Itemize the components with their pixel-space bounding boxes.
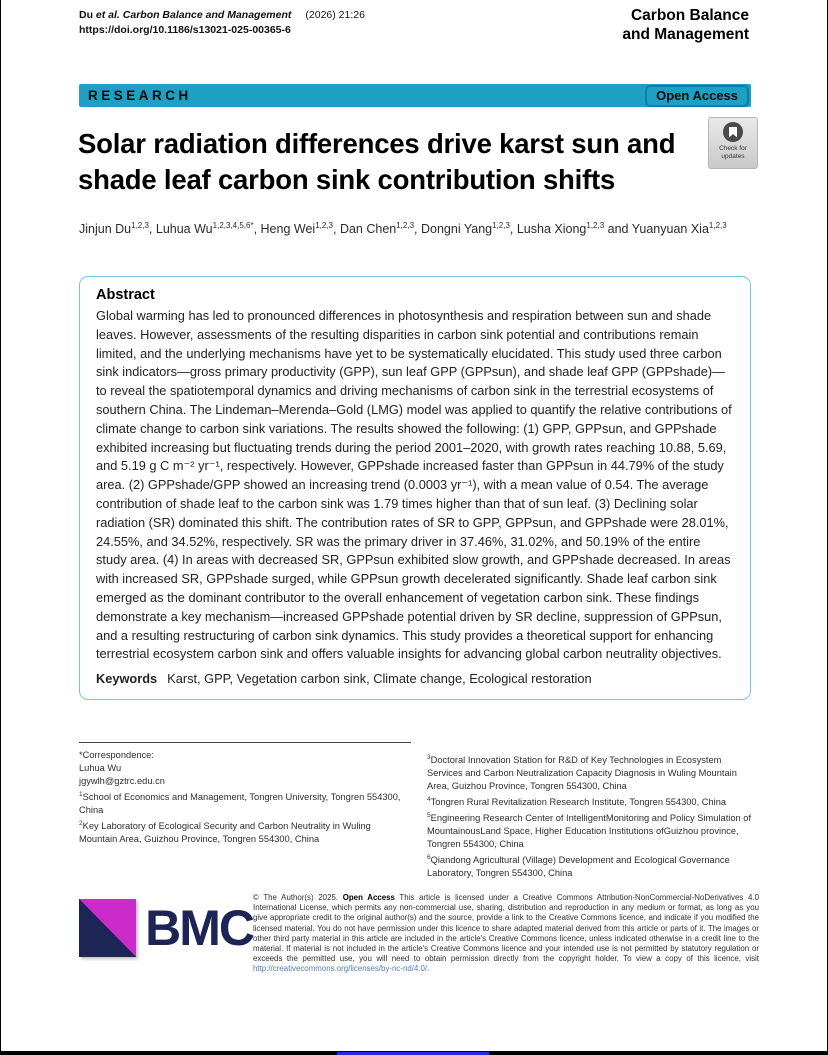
creative-commons-link[interactable]: http://creativecommons.org/licenses/by-nc-nd/4.0/. xyxy=(253,964,430,974)
abstract-heading: Abstract xyxy=(96,287,155,303)
article-type-label: RESEARCH xyxy=(88,88,192,103)
footnote-entry: $^4$Tongren Rural Revitalization Research Institute, Tongren 554300, China xyxy=(427,796,727,808)
bookmark-icon xyxy=(729,127,737,138)
bmc-logo xyxy=(79,893,253,957)
article-type-banner xyxy=(79,84,751,107)
crossmark-icon xyxy=(723,122,743,142)
footnotes-section xyxy=(79,742,757,880)
author-name: Dongni Yang xyxy=(420,222,493,237)
footnote-entry: $^3$Doctoral Innovation Station for R&D of Key Technologies in Ecosystem Services and Carbon Neutralization Capacity Diagnosis in Wuling Mountain Area, Guizhou Province, Tongren 554300, China xyxy=(427,754,737,792)
publisher-footer xyxy=(79,893,759,975)
author-list: Jinjun Du$^{1,2,3}$, Luhua $Wu^{1,2,3,4,5,6*}$, Heng Wei$^{1,2,3}$, Dan Chen$^{1,2,3}$, Dongni Yang$^{1,2,3}$, Lusha Xiong$^{1,2,3}$ and Yuanyuan Xia$^{1,2,3}$ xyxy=(79,221,727,237)
abstract-body: Global warming has led to pronounced differences in photosynthesis and respiration between sun and shade leaves. However, assessments of the resulting disparities in carbon sink potential and contributions remain limited, and the underlying mechanisms have yet to be systematically elucidated. This study used three carbon sink indicators—gross primary productivity (GPP), sun leaf GPP (GPPsun), and shade leaf GPP (GPPshade)—to reveal the spatiotemporal dynamics and driving mechanisms of carbon sink in the terrestrial ecosystems of southern China. The Lindeman–Merenda–Gold (LMG) model was applied to quantify the relative contributions of climate change to carbon sink variations. The results showed the following: (1) GPP, GPPsun, and GPPshade exhibited increasing but fluctuating trends during the period 2001–2020, with growth rates reaching 10.88, 5.69, and 5.19 g C m⁻² yr⁻¹, respectively. However, GPPshade increased faster than GPPsun in 44.79% of the study area. (2) GPPshade/GPP showed an increasing trend (0.0003 yr⁻¹), with a mean value of 0.54. The average contribution of shade leaf to the carbon sink was 1.79 times higher than that of sun leaf. (3) Declining solar radiation (SR) dominated this shift. The contribution rates of SR to GPP, GPPsun, and GPPshade were 28.01%, 24.55%, and 34.52%, respectively. SR was the primary driver in 37.46%, 31.02%, and 50.19% of the entire study area. (4) In areas with decreased SR, GPPsun exhibited slow growth, and GPPshade decreased. In areas with increased SR, GPPshade surged, while GPPsun growth decelerated significantly. Shade leaf carbon sink emerged as the dominant contributor to the overall enhancement of vegetation carbon sink. These findings demonstrate a key mechanism—increased GPPshade potential driven by SR decline, suppression of GPPsun, and a resulting restructuring of carbon sink dynamics. This study provides a theoretical support for enhancing terrestrial ecosystem carbon sink and offers valuable insights for advancing global carbon neutrality objectives. xyxy=(96,308,732,662)
citation-line xyxy=(79,8,365,23)
journal-name-line1: Carbon Balance xyxy=(630,7,749,24)
footnote-entry: Luhua Wu xyxy=(79,763,122,773)
citation-issue: (2026) 21:26 xyxy=(305,9,365,21)
keywords-label: Keywords xyxy=(96,671,158,687)
license-prefix: © The Author(s) 2025. xyxy=(253,893,343,902)
doi-link: https://doi.org/10.1186/s13021-025-00365-6 xyxy=(79,24,291,36)
license-open-access-label: Open Access xyxy=(342,893,395,902)
check-for-updates-button[interactable] xyxy=(708,117,758,169)
author-name: Luhua Wu xyxy=(155,222,213,237)
article-title: Solar radiation differences drive karst sun and shade leaf carbon sink contribution shifts xyxy=(78,128,676,195)
footnote-entry: $^6$Qiandong Agricultural (Village) Development and Ecological Governance Laboratory, Tongren 554300, China xyxy=(427,854,730,879)
keywords-text: Karst, GPP, Vegetation carbon sink, Climate change, Ecological restoration xyxy=(167,671,592,687)
keywords-line xyxy=(96,671,734,686)
author-name: Yuanyuan Xia xyxy=(631,222,709,237)
abstract-box xyxy=(79,276,751,700)
footnote-entry: $^5$Engineering Research Center of IntelligentMonitoring and Policy Simulation of MountainousLand Space, Higher Education Institutions ofGuizhou province, Tongren 554300, China xyxy=(427,812,752,850)
license-text xyxy=(253,893,759,975)
open-access-badge: Open Access xyxy=(645,85,749,107)
bmc-logo-text: BMC xyxy=(145,900,253,956)
citation-author: Du xyxy=(79,9,96,21)
citation-journal: et al. Carbon Balance and Management xyxy=(95,9,292,21)
header-citation-block xyxy=(79,8,365,38)
check-for-updates-label: Check for updates xyxy=(719,145,747,160)
footnote-entry: $^1$School of Economics and Management, Tongren University, Tongren 554300, China xyxy=(79,791,401,816)
page-bottom-bar xyxy=(1,1051,828,1055)
journal-name-line2: and Management xyxy=(622,26,749,43)
footnote-entry: *Correspondence: xyxy=(79,750,154,760)
footnotes-right xyxy=(427,742,757,880)
license-body: This article is licensed under a Creative Commons Attribution-NonCommercial-NoDerivatives 4.0 International License, which permits any non-commercial use, sharing, distribution and reproduction in any medium or format, as long as you give appropriate credit to the original author(s) and the source, provide a link to the Creative Commons licence, and indicate if you modified the licensed material. You do not have permission under this licence to share adapted material derived from this article or parts of it. The images or other third party material in this article are included in the article's Creative Commons licence, unless indicated otherwise in a credit line to the material. If material is not included in the article's Creative Commons licence and your intended use is not permitted by statutory regulation or exceeds the permitted use, you will need to obtain permission directly from the copyright holder. To view a copy of this licence, visit xyxy=(253,893,759,964)
author-name: Heng Wei xyxy=(260,222,316,237)
footnote-entry: jgywlh@gztrc.edu.cn xyxy=(79,776,165,786)
author-name: Jinjun Du xyxy=(79,222,132,237)
bmc-logo-icon xyxy=(79,899,136,957)
journal-name xyxy=(622,6,749,44)
author-name: Dan Chen xyxy=(339,222,397,237)
author-name: Lusha Xiong xyxy=(516,222,587,237)
footnote-entry: $^2$Key Laboratory of Ecological Security and Carbon Neutrality in Wuling Mountain Area, Guizhou Province, Tongren 554300, China xyxy=(79,820,371,845)
footnotes-left xyxy=(79,742,411,880)
